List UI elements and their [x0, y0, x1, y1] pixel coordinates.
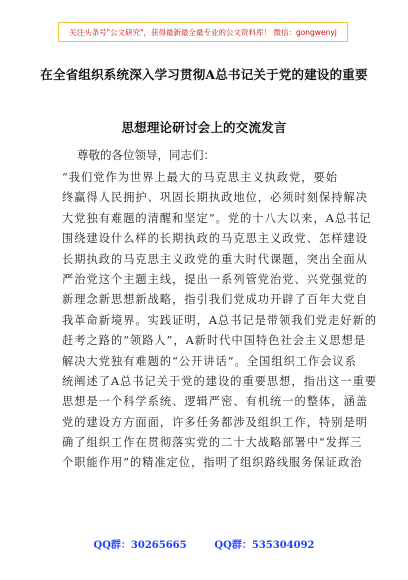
body-line: 个职能作用”的精准定位，指明了组织路线服务保证政治	[62, 456, 363, 470]
body-line: 党的建设方方面面，许多任务都涉及组织工作，特别是明	[62, 415, 368, 429]
banner-text: 关注头条号"公文研究"，获得最新最全最专业的公文资料库！ 微信：gongwenyj	[69, 27, 337, 37]
document-title-line-2: 思想理论研讨会上的交流发言	[121, 120, 287, 135]
header-banner	[58, 22, 348, 42]
body-paragraph	[62, 168, 378, 474]
greeting: 尊敬的各位领导，同志们：	[77, 148, 215, 162]
body-line: 围绕建设什么样的长期执政的马克思主义政党、怎样建设	[62, 232, 368, 246]
body-line: “我们党作为世界上最大的马克思主义执政党，要始	[62, 171, 338, 184]
body-line: 新理念新思想新战略，指引我们党成功开辟了百年大党自	[62, 293, 368, 307]
body-line: 确了组织工作在贯彻落实党的二十大战略部署中“发挥三	[62, 436, 363, 450]
body-line: 严治党这个主题主线，提出一系列管党治党、兴党强党的	[62, 272, 368, 286]
body-line: 我革命新境界。实践证明，A总书记是带领我们党走好新的	[62, 313, 378, 327]
body-line: 赶考之路的“领路人”，A新时代中国特色社会主义思想是	[62, 334, 367, 348]
body-line: 长期执政的马克思主义政党的重大时代课题，突出全面从	[62, 252, 368, 266]
body-line: 终赢得人民拥护、巩固长期执政地位，必须时刻保持解决	[62, 191, 368, 205]
document-title-line-1: 在全省组织系统深入学习贯彻A总书记关于党的建设的重要	[40, 67, 368, 82]
footer-contact: QQ群：30265665 QQ群：535304092	[93, 540, 315, 551]
body-line: 思想是一个科学系统、逻辑严密、有机统一的整体，涵盖	[62, 395, 368, 409]
body-line: 大党独有难题的清醒和坚定”。党的十八大以来，A总书记	[62, 211, 372, 225]
body-line: 解决大党独有难题的“公开讲话”。全国组织工作会议系	[62, 354, 358, 368]
body-line: 统阐述了A总书记关于党的建设的重要思想，指出这一重要	[62, 374, 378, 388]
